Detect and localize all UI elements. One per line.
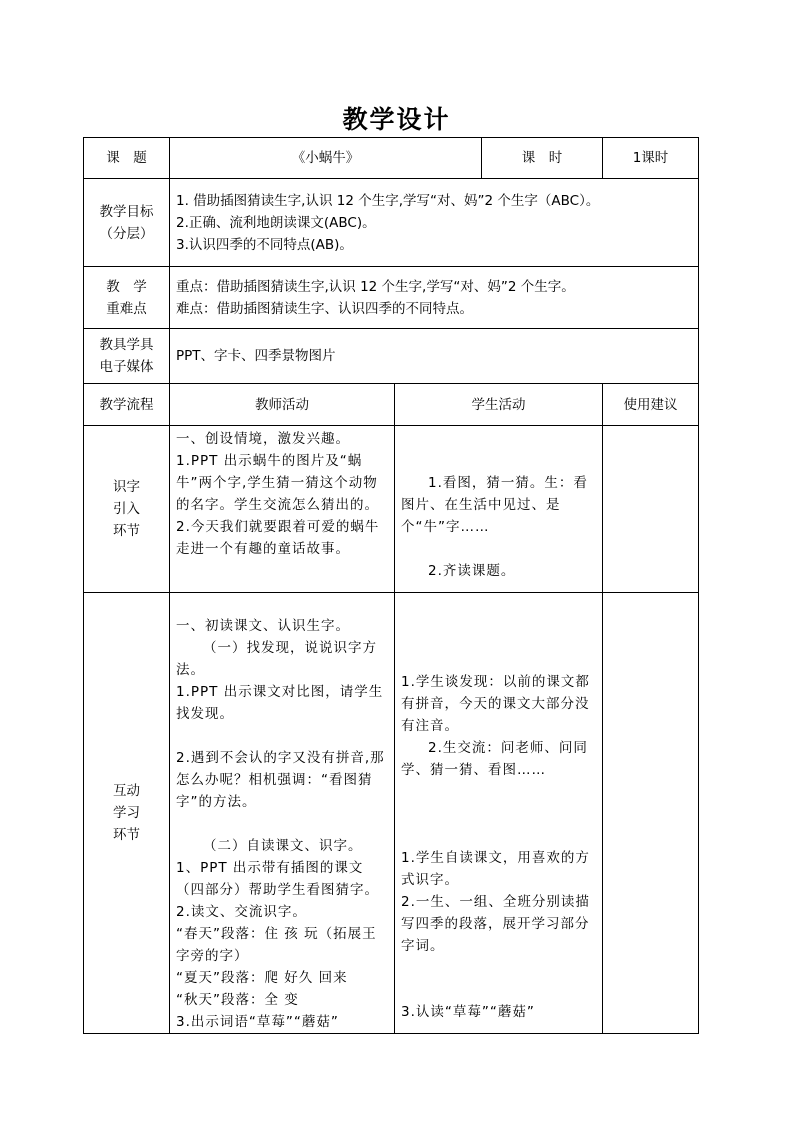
goal-item-1: 1. 借助插图猜读生字,认识 12 个生字,学写“对、妈”2 个生字（ABC）。 xyxy=(176,192,600,209)
media-label-line2: 电子媒体 xyxy=(99,359,154,375)
teacher-step: 2.读文、交流识字。 xyxy=(176,904,307,920)
goals-label xyxy=(84,179,170,267)
teacher-step: 2.今天我们就要跟着可爱的蜗牛走进一个有趣的童话故事。 xyxy=(176,519,380,557)
teacher-step: 3.出示词语“草莓”“蘑菇” xyxy=(176,1014,339,1030)
media-content xyxy=(170,329,699,384)
goals-label-line1: 教学目标 xyxy=(99,203,154,220)
difficult-point: 难点：借助插图猜读生字、认识四季的不同特点。 xyxy=(176,300,473,317)
column-advice: 使用建议 xyxy=(603,384,699,426)
section-interactive-label-line2: 学习 xyxy=(113,805,140,821)
section-interactive-teacher xyxy=(170,593,395,1034)
section-interactive-student xyxy=(395,593,603,1034)
teacher-step: “夏天”段落：爬 好久 回来 xyxy=(176,970,348,986)
goals-content xyxy=(170,179,699,267)
teacher-step: 1.PPT 出示蜗牛的图片及“蜗牛”两个字,学生猜一猜这个动物的名字。学生交流怎么猜出的。 xyxy=(176,453,379,513)
topic-row xyxy=(84,138,699,179)
media-label-line1: 教具学具 xyxy=(99,337,154,353)
student-step: 2.一生、一组、全班分别读描写四季的段落，展开学习部分字词。 xyxy=(401,894,590,954)
student-step: 1.学生自读课文，用喜欢的方式识字。 xyxy=(401,850,590,888)
keypoints-label-line1: 教 学 xyxy=(106,278,147,295)
teacher-step: （一）找发现，说说识字方法。 xyxy=(176,640,377,678)
column-header-row xyxy=(84,384,699,426)
section-interactive-label-line3: 环节 xyxy=(113,827,140,843)
period-label: 课 时 xyxy=(482,138,603,179)
student-step: 2.生交流：问老师、问同学、猜一猜、看图…… xyxy=(401,740,588,778)
key-point: 重点：借助插图猜读生字,认识 12 个生字,学写“对、妈”2 个生字。 xyxy=(176,278,575,295)
teacher-step: 一、初读课文、认识生字。 xyxy=(176,618,350,634)
teacher-step: “秋天”段落：全 变 xyxy=(176,992,299,1008)
teacher-step: （二）自读课文、识字。 xyxy=(203,838,363,854)
section-interactive-advice xyxy=(603,593,699,1034)
section-intro-row xyxy=(84,426,699,593)
column-student: 学生活动 xyxy=(395,384,603,426)
teacher-step: 1.PPT 出示课文对比图，请学生找发现。 xyxy=(176,684,384,722)
goal-item-3: 3.认识四季的不同特点(AB)。 xyxy=(176,236,353,253)
keypoints-content xyxy=(170,267,699,329)
student-step: 1.学生谈发现：以前的课文都有拼音，今天的课文大部分没有注音。 xyxy=(401,674,590,734)
topic-value: 《小蜗牛》 xyxy=(170,138,482,179)
keypoints-row xyxy=(84,267,699,329)
teacher-step: “春天”段落：住 孩 玩（拓展王字旁的字） xyxy=(176,926,377,964)
media-value: PPT、字卡、四季景物图片 xyxy=(176,348,336,364)
section-intro-label xyxy=(84,426,170,593)
student-step: 2.齐读课题。 xyxy=(428,563,516,579)
section-interactive-label-line1: 互动 xyxy=(113,783,140,799)
teacher-step: 2.遇到不会认的字又没有拼音,那怎么办呢？相机强调：“看图猜字”的方法。 xyxy=(176,750,385,810)
media-label xyxy=(84,329,170,384)
section-intro-label-line1: 识字 xyxy=(113,479,140,495)
goals-label-line2: （分层） xyxy=(99,225,154,242)
goal-item-2: 2.正确、流利地朗读课文(ABC)。 xyxy=(176,214,376,231)
student-step: 1.看图，猜一猜。生：看图片、在生活中见过、是个“牛”字…… xyxy=(401,475,588,535)
section-intro-label-line2: 引入 xyxy=(113,501,140,517)
goals-row xyxy=(84,179,699,267)
section-interactive-row xyxy=(84,593,699,1034)
section-intro-student xyxy=(395,426,603,593)
section-intro-teacher xyxy=(170,426,395,593)
period-value: 1课时 xyxy=(603,138,699,179)
lesson-plan-table xyxy=(83,137,699,1034)
section-interactive-label xyxy=(84,593,170,1034)
section-intro-advice xyxy=(603,426,699,593)
document-title: 教学设计 xyxy=(342,105,451,134)
column-teacher: 教师活动 xyxy=(170,384,395,426)
teacher-step: 1、PPT 出示带有插图的课文（四部分）帮助学生看图猜字。 xyxy=(176,860,379,898)
keypoints-label-line2: 重难点 xyxy=(106,300,147,317)
keypoints-label xyxy=(84,267,170,329)
topic-label: 课 题 xyxy=(84,138,170,179)
student-step: 3.认读“草莓”“蘑菇” xyxy=(401,1004,535,1020)
teacher-step: 一、创设情境，激发兴趣。 xyxy=(176,431,350,447)
column-process: 教学流程 xyxy=(84,384,170,426)
media-row xyxy=(84,329,699,384)
section-intro-label-line3: 环节 xyxy=(113,523,140,539)
